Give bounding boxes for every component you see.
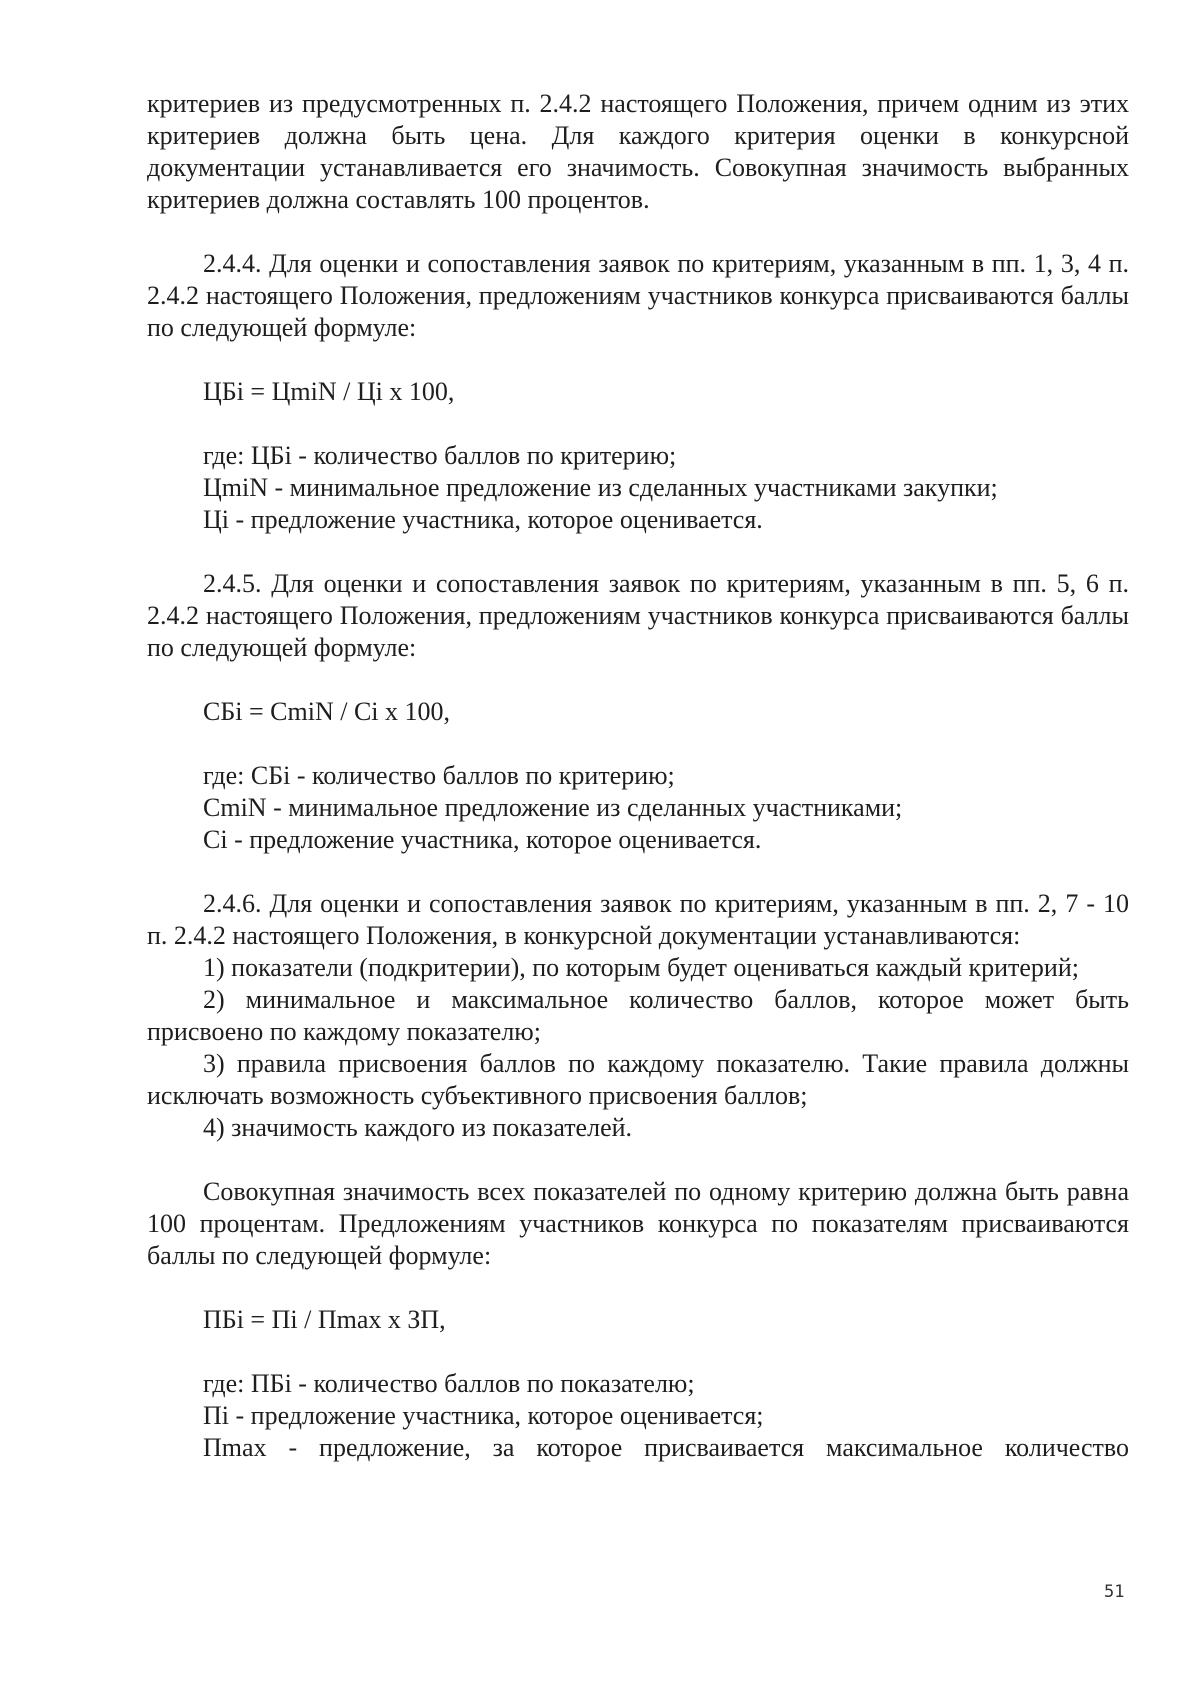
list-item-2: 2) минимальное и максимальное количество баллов, которое может быть присвоено по каждому показателю; [147, 985, 1129, 1046]
paragraph-2-4-5: 2.4.5. Для оценки и сопоставления заявок по критериям, указанным в пп. 5, 6 п. 2.4.2 настоящего Положения, предложениям участников конкурса присваиваются баллы по следующей формуле: [147, 569, 1129, 662]
formula-price-score: ЦБi = ЦmiN / Цi х 100, [203, 377, 455, 406]
list-item-1: 1) показатели (подкритерии), по которым будет оцениваться каждый критерий; [203, 953, 1079, 982]
formula-term-where-2: CmiN - минимальное предложение из сделанных участниками; [203, 793, 903, 822]
paragraph-2-4-4: 2.4.4. Для оценки и сопоставления заявок по критериям, указанным в пп. 1, 3, 4 п. 2.4.2 настоящего Положения, предложениям участников конкурса присваиваются баллы по следующей формуле: [147, 249, 1129, 342]
formula-price-where-1: где: ЦБi - количество баллов по критерию; [203, 441, 677, 470]
formula-indicator-where-2: Пi - предложение участника, которое оценивается; [203, 1401, 764, 1430]
page-content [147, 88, 1129, 1464]
formula-term-where-1: где: СБi - количество баллов по критерию; [203, 761, 675, 790]
page-number: 51 [1104, 1582, 1125, 1602]
formula-term-score: СБi = CmiN / Ci х 100, [203, 697, 451, 726]
paragraph-criteria-intro: критериев из предусмотренных п. 2.4.2 настоящего Положения, причем одним из этих критериев должна быть цена. Для каждого критерия оценки в конкурсной документации устанавливается его значимость. Совокупная значимость выбранных критериев должна составлять 100 процентов. [147, 89, 1129, 214]
list-item-4: 4) значимость каждого из показателей. [203, 1113, 633, 1142]
list-item-3: 3) правила присвоения баллов по каждому показателю. Такие правила должны исключать возможность субъективного присвоения баллов; [147, 1049, 1129, 1110]
formula-indicator-where-1: где: ПБi - количество баллов по показателю; [203, 1369, 695, 1398]
formula-term-where-3: Ci - предложение участника, которое оценивается. [203, 825, 762, 854]
paragraph-2-4-6: 2.4.6. Для оценки и сопоставления заявок по критериям, указанным в пп. 2, 7 - 10 п. 2.4.2 настоящего Положения, в конкурсной документации устанавливаются: [147, 889, 1129, 950]
paragraph-indicators-total: Совокупная значимость всех показателей по одному критерию должна быть равна 100 процентам. Предложениям участников конкурса по показателям присваиваются баллы по следующей формуле: [147, 1177, 1129, 1270]
formula-price-where-2: ЦmiN - минимальное предложение из сделанных участниками закупки; [203, 473, 998, 502]
formula-indicator-score: ПБi = Пi / Пmax х ЗП, [203, 1305, 446, 1334]
formula-indicator-where-3: Пmax - предложение, за которое присваивается максимальное количество [203, 1433, 1129, 1462]
formula-price-where-3: Цi - предложение участника, которое оценивается. [203, 505, 763, 534]
